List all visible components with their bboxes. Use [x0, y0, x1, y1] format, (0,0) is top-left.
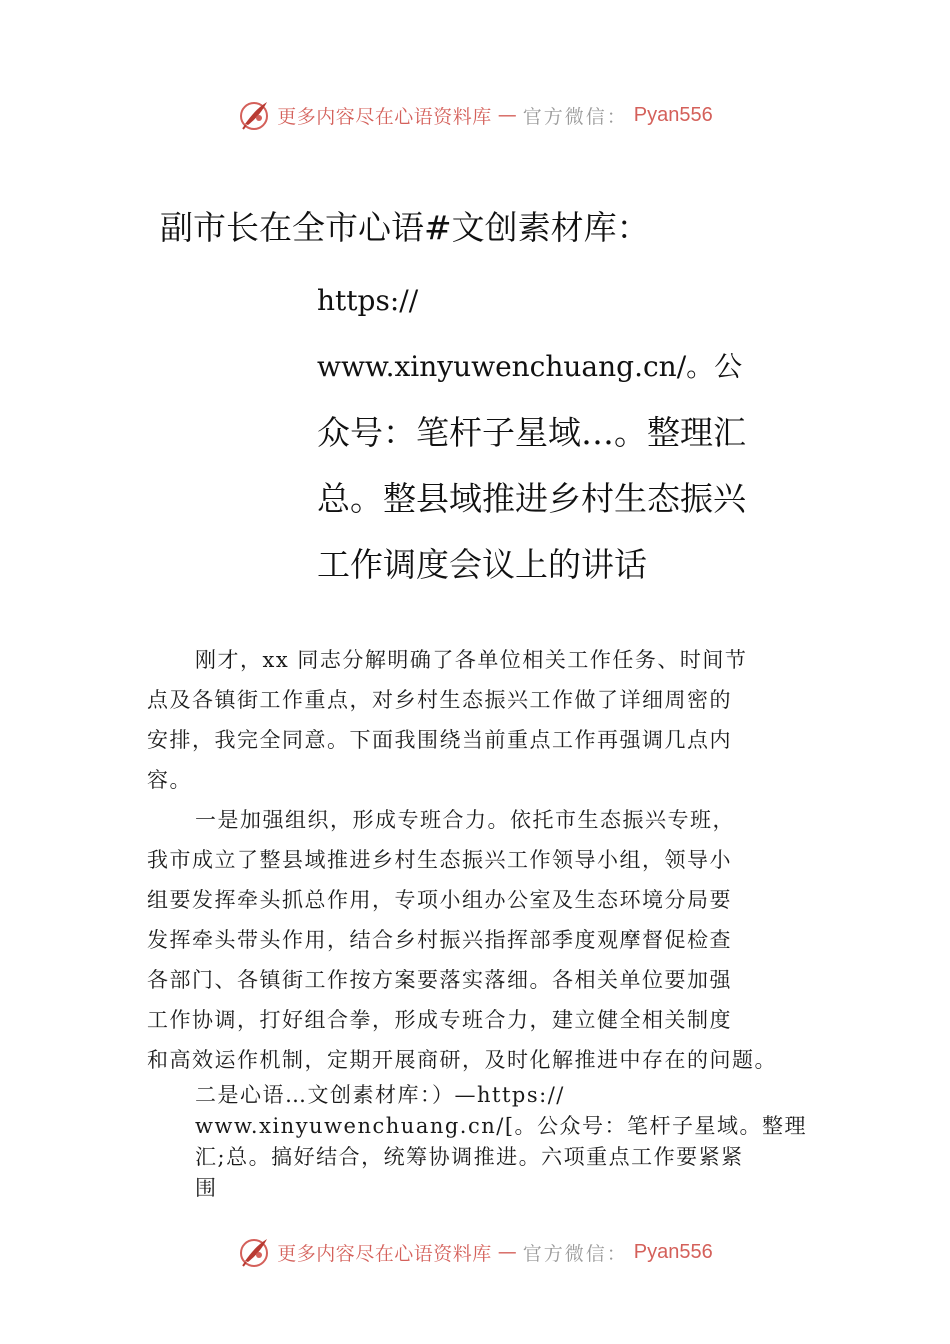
banner-text: 更多内容尽在心语资料库 [277, 105, 492, 128]
document-title-line: https:// [317, 284, 419, 317]
paragraph-1 [147, 640, 827, 800]
banner-wechat-id: Pyan556 [633, 1240, 713, 1263]
paragraph-line: www.xinyuwenchuang.cn/[。公众号：笔杆子星域。整理 [195, 1114, 808, 1138]
paragraph-line: 发挥牵头带头作用，结合乡村振兴指挥部季度观摩督促检查 [147, 928, 732, 952]
header-banner [0, 95, 950, 135]
footer-banner [0, 1232, 950, 1272]
banner-wechat-id: Pyan556 [633, 103, 713, 126]
feather-pen-logo-icon [237, 1235, 271, 1269]
feather-pen-logo-icon [237, 98, 271, 132]
banner-separator: — [497, 104, 517, 126]
document-title-line-1: 副市长在全市心语#文创素材库： [160, 208, 650, 247]
paragraph-2 [147, 800, 827, 1080]
paragraph-line: 组要发挥牵头抓总作用，专项小组办公室及生态环境分局要 [147, 888, 732, 912]
paragraph-line: 围 [195, 1176, 218, 1200]
banner-wechat-label: 官方微信： [522, 105, 628, 128]
banner-wechat-label: 官方微信： [522, 1242, 628, 1265]
paragraph-line: 工作协调，打好组合拳，形成专班合力，建立健全相关制度 [147, 1008, 732, 1032]
paragraph-line: 点及各镇街工作重点，对乡村生态振兴工作做了详细周密的 [147, 688, 732, 712]
paragraph-line: 和高效运作机制，定期开展商研，及时化解推进中存在的问题。 [147, 1048, 777, 1072]
paragraph-line: 容。 [147, 768, 192, 792]
paragraph-line: 二是心语…文创素材库：）—https:// [195, 1083, 565, 1107]
paragraph-line: 刚才，xx 同志分解明确了各单位相关工作任务、时间节 [195, 648, 748, 672]
paragraph-line: 安排，我完全同意。下面我围绕当前重点工作再强调几点内 [147, 728, 732, 752]
banner-text: 更多内容尽在心语资料库 [277, 1242, 492, 1265]
paragraph-line: 一是加强组织，形成专班合力。依托市生态振兴专班， [195, 808, 735, 832]
paragraph-line: 各部门、各镇街工作按方案要落实落细。各相关单位要加强 [147, 968, 732, 992]
paragraph-line: 汇;总。搞好结合，统筹协调推进。六项重点工作要紧紧 [195, 1145, 744, 1169]
paragraph-line: 我市成立了整县域推进乡村生态振兴工作领导小组，领导小 [147, 848, 732, 872]
document-title-line: www.xinyuwenchuang.cn/。公 [317, 350, 743, 383]
document-title-line: 众号：笔杆子星域…。整理汇 [317, 413, 746, 452]
document-title-line: 总。整县域推进乡村生态振兴 [317, 479, 746, 518]
document-title [317, 268, 787, 598]
banner-separator: — [497, 1241, 517, 1263]
document-title-line: 工作调度会议上的讲话 [317, 545, 647, 584]
paragraph-3 [195, 1080, 835, 1204]
